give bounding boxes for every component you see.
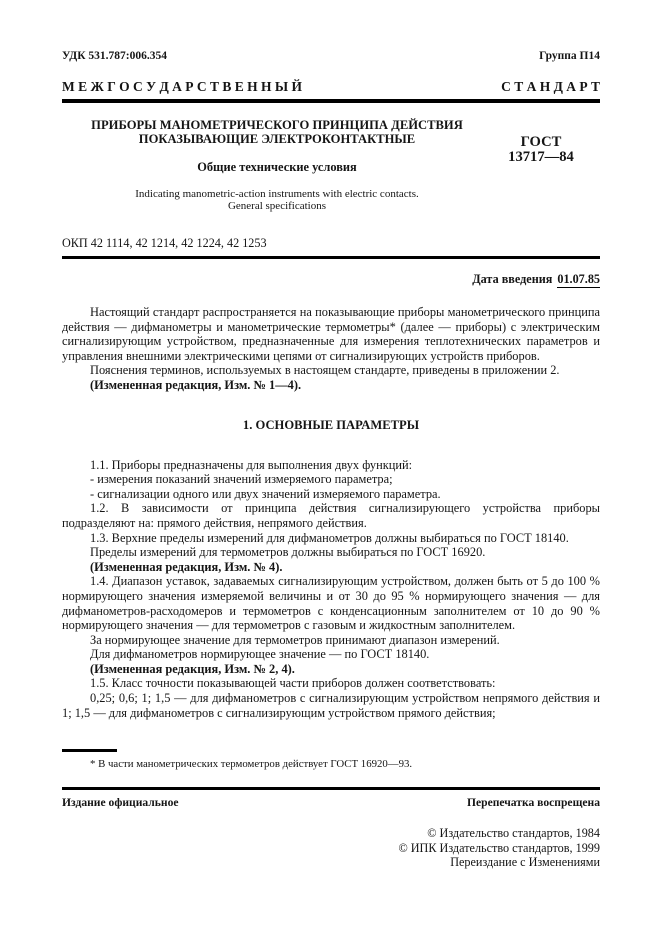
body-paragraph: Пределы измерений для термометров должны выбираться по ГОСТ 16920.	[90, 545, 486, 560]
document-title-ru-line2: ПОКАЗЫВАЮЩИЕ ЭЛЕКТРОКОНТАКТНЫЕ	[138, 131, 416, 146]
copyright-block	[62, 826, 600, 869]
intro-paragraph: Пояснения терминов, используемых в настоящем стандарте, приведены в приложении 2.	[90, 363, 560, 378]
document-subtitle: Общие технические условия	[197, 159, 357, 174]
footer-rule	[62, 787, 600, 790]
top-header-row	[62, 50, 600, 63]
document-title-ru	[78, 118, 476, 146]
document-title-en-line2: General specifications	[227, 200, 327, 212]
okp-rule	[62, 256, 600, 260]
body-paragraph: 1.4. Диапазон уставок, задаваемых сигнализирующим устройством, должен быть от 5 до 100 % нормирующего значения измеряемой величины и от 30 до 95 % нормирующего значения — для дифманометров-расходомеров и термометров с конденсационным заполнителем от 10 до 90 % нормирующего значения — для термометров с газовым и жидкостным заполнителем.	[62, 574, 600, 633]
footnote-text: * В части манометрических термометров действует ГОСТ 16920—93.	[90, 757, 413, 770]
footer-row	[62, 796, 600, 809]
body-paragraph: 1.2. В зависимости от принципа действия сигнализирующего устройства приборы подразделяют на: прямого действия, непрямого действия.	[62, 501, 600, 530]
section-1-body	[62, 458, 600, 721]
body-paragraph: 1.5. Класс точности показывающей части приборов должен соответствовать:	[90, 676, 496, 691]
effective-date-label: Дата введения	[472, 272, 553, 286]
udk-number: УДК 531.787:006.354	[62, 50, 167, 62]
effective-date-value: 01.07.85	[557, 272, 600, 286]
group-code: Группа П14	[539, 50, 600, 62]
footnote-separator-rule	[62, 749, 117, 752]
body-paragraph: - измерения показаний значений измеряемого параметра;	[90, 472, 393, 487]
effective-date	[62, 272, 600, 286]
copyright-line: Переиздание с Изменениями	[450, 854, 600, 869]
document-title-en-line1: Indicating manometric-action instruments with electric contacts.	[135, 187, 419, 200]
okp-codes: ОКП 42 1114, 42 1214, 42 1224, 42 1253	[62, 235, 267, 250]
gost-designation-label: ГОСТ	[520, 133, 562, 150]
gost-designation	[482, 118, 600, 213]
body-paragraph: Для дифманометров нормирующее значение — по ГОСТ 18140.	[90, 647, 430, 662]
standard-category-line	[62, 79, 600, 94]
copyright-line: © Издательство стандартов, 1984	[427, 826, 600, 841]
gost-designation-number: 13717—84	[508, 149, 574, 165]
body-paragraph: 1.3. Верхние пределы измерений для дифманометров должны выбираться по ГОСТ 18140.	[90, 530, 569, 545]
intro-paragraph: Настоящий стандарт распространяется на показывающие приборы манометрического принципа действия — дифманометры и манометрические термометры* (далее — приборы) с электрическим сигнализирующим устройством, предназначенные для измерения теплотехнических параметров и управления внешними электрическими цепями от сигнализирующих устройств приборов.	[62, 305, 600, 363]
title-block	[62, 118, 600, 213]
body-paragraph: 1.1. Приборы предназначены для выполнения двух функций:	[90, 457, 413, 472]
title-left-column	[62, 118, 482, 213]
amendment-note: (Измененная редакция, Изм. № 1—4).	[90, 377, 302, 392]
document-title-ru-line1: ПРИБОРЫ МАНОМЕТРИЧЕСКОГО ПРИНЦИПА ДЕЙСТВИЯ	[91, 117, 463, 132]
intro-paragraphs	[62, 305, 600, 393]
header-rule	[62, 99, 600, 103]
section-1-heading: 1. ОСНОВНЫЕ ПАРАМЕТРЫ	[242, 417, 420, 432]
body-paragraph: 0,25; 0,6; 1; 1,5 — для дифманометров с сигнализирующим устройством непрямого действия и 1; 1,5 — для дифманометров с сигнализирующим устройством прямого действия;	[62, 691, 600, 720]
reprint-prohibited-label: Перепечатка воспрещена	[466, 796, 600, 810]
standard-category-word-2: С Т А Н Д А Р Т	[501, 79, 600, 94]
document-title-en	[78, 188, 476, 213]
official-edition-label: Издание официальное	[62, 796, 179, 810]
amendment-note: (Измененная редакция, Изм. № 2, 4).	[90, 661, 295, 676]
amendment-note: (Измененная редакция, Изм. № 4).	[90, 559, 283, 574]
copyright-line: © ИПК Издательство стандартов, 1999	[398, 840, 600, 855]
standard-category-word-1: М Е Ж Г О С У Д А Р С Т В Е Н Н Ы Й	[62, 79, 303, 94]
body-paragraph: - сигнализации одного или двух значений измеряемого параметра.	[90, 486, 441, 501]
body-paragraph: За нормирующее значение для термометров принимают диапазон измерений.	[90, 632, 500, 647]
